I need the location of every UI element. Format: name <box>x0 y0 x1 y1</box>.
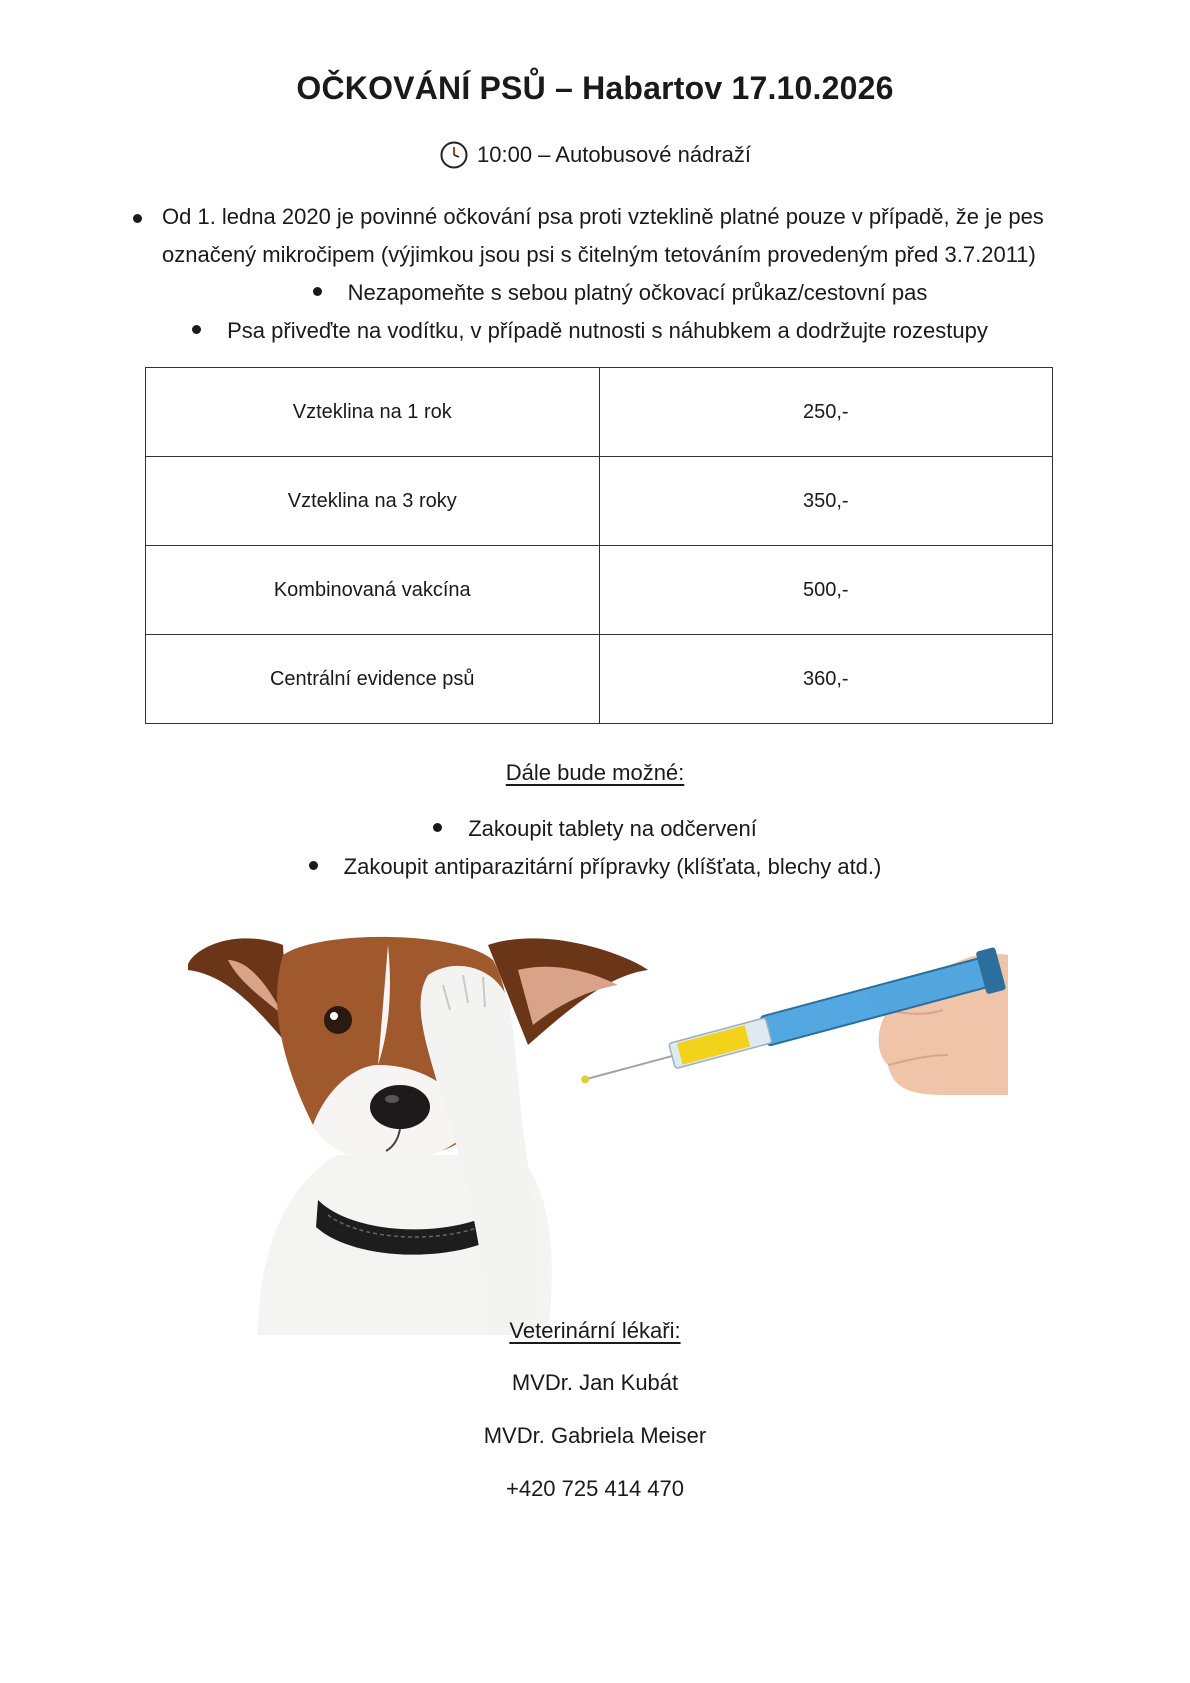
list-item <box>0 848 1190 886</box>
price-value: 500,- <box>599 546 1053 635</box>
price-value: 350,- <box>599 457 1053 546</box>
price-item: Vzteklina na 1 rok <box>146 368 600 457</box>
more-heading: Dále bude možné: <box>505 760 685 785</box>
rules-list <box>130 198 1110 350</box>
list-item <box>130 198 1110 274</box>
time-location <box>0 140 1190 170</box>
price-item: Centrální evidence psů <box>146 635 600 724</box>
table-row <box>146 635 1053 724</box>
price-item: Vzteklina na 3 roky <box>146 457 600 546</box>
bullet-icon <box>309 861 318 870</box>
list-item <box>0 810 1190 848</box>
bullet-icon <box>313 287 322 296</box>
rule-text-line1: Od 1. ledna 2020 je povinné očkování psa proti vzteklině platné pouze v případě, že je pes <box>162 204 1044 229</box>
rule-text: Nezapomeňte s sebou platný očkovací průkaz/cestovní pas <box>347 280 928 305</box>
vets-heading: Veterinární lékaři: <box>509 1318 681 1343</box>
dog-vaccination-illustration <box>188 915 1008 1345</box>
bullet-icon <box>192 325 201 334</box>
table-row <box>146 368 1053 457</box>
more-item-text: Zakoupit tablety na odčervení <box>468 816 757 841</box>
price-table <box>145 367 1053 724</box>
bullet-icon <box>133 214 142 223</box>
phone-number: +420 725 414 470 <box>505 1476 684 1501</box>
rule-text-line2: označený mikročipem (výjimkou jsou psi s čitelným tetováním provedeným před 3.7.2011) <box>162 242 1036 267</box>
dog-image <box>188 937 648 1335</box>
bullet-icon <box>433 823 442 832</box>
price-value: 360,- <box>599 635 1053 724</box>
table-row <box>146 457 1053 546</box>
price-value: 250,- <box>599 368 1053 457</box>
list-item <box>70 312 1110 350</box>
vet-name: MVDr. Gabriela Meiser <box>483 1423 707 1448</box>
rule-text: Psa přiveďte na vodítku, v případě nutnosti s náhubkem a dodržujte rozestupy <box>227 318 988 343</box>
more-item-text: Zakoupit antiparazitární přípravky (klíšťata, blechy atd.) <box>343 854 882 879</box>
table-row <box>146 546 1053 635</box>
vet-name: MVDr. Jan Kubát <box>511 1370 679 1395</box>
list-item <box>130 274 1110 312</box>
clock-icon <box>439 140 469 170</box>
price-item: Kombinovaná vakcína <box>146 546 600 635</box>
time-location-text: 10:00 – Autobusové nádraží <box>477 142 751 167</box>
more-list <box>0 810 1190 886</box>
page-title: OČKOVÁNÍ PSŮ – Habartov 17.10.2026 <box>296 70 894 106</box>
